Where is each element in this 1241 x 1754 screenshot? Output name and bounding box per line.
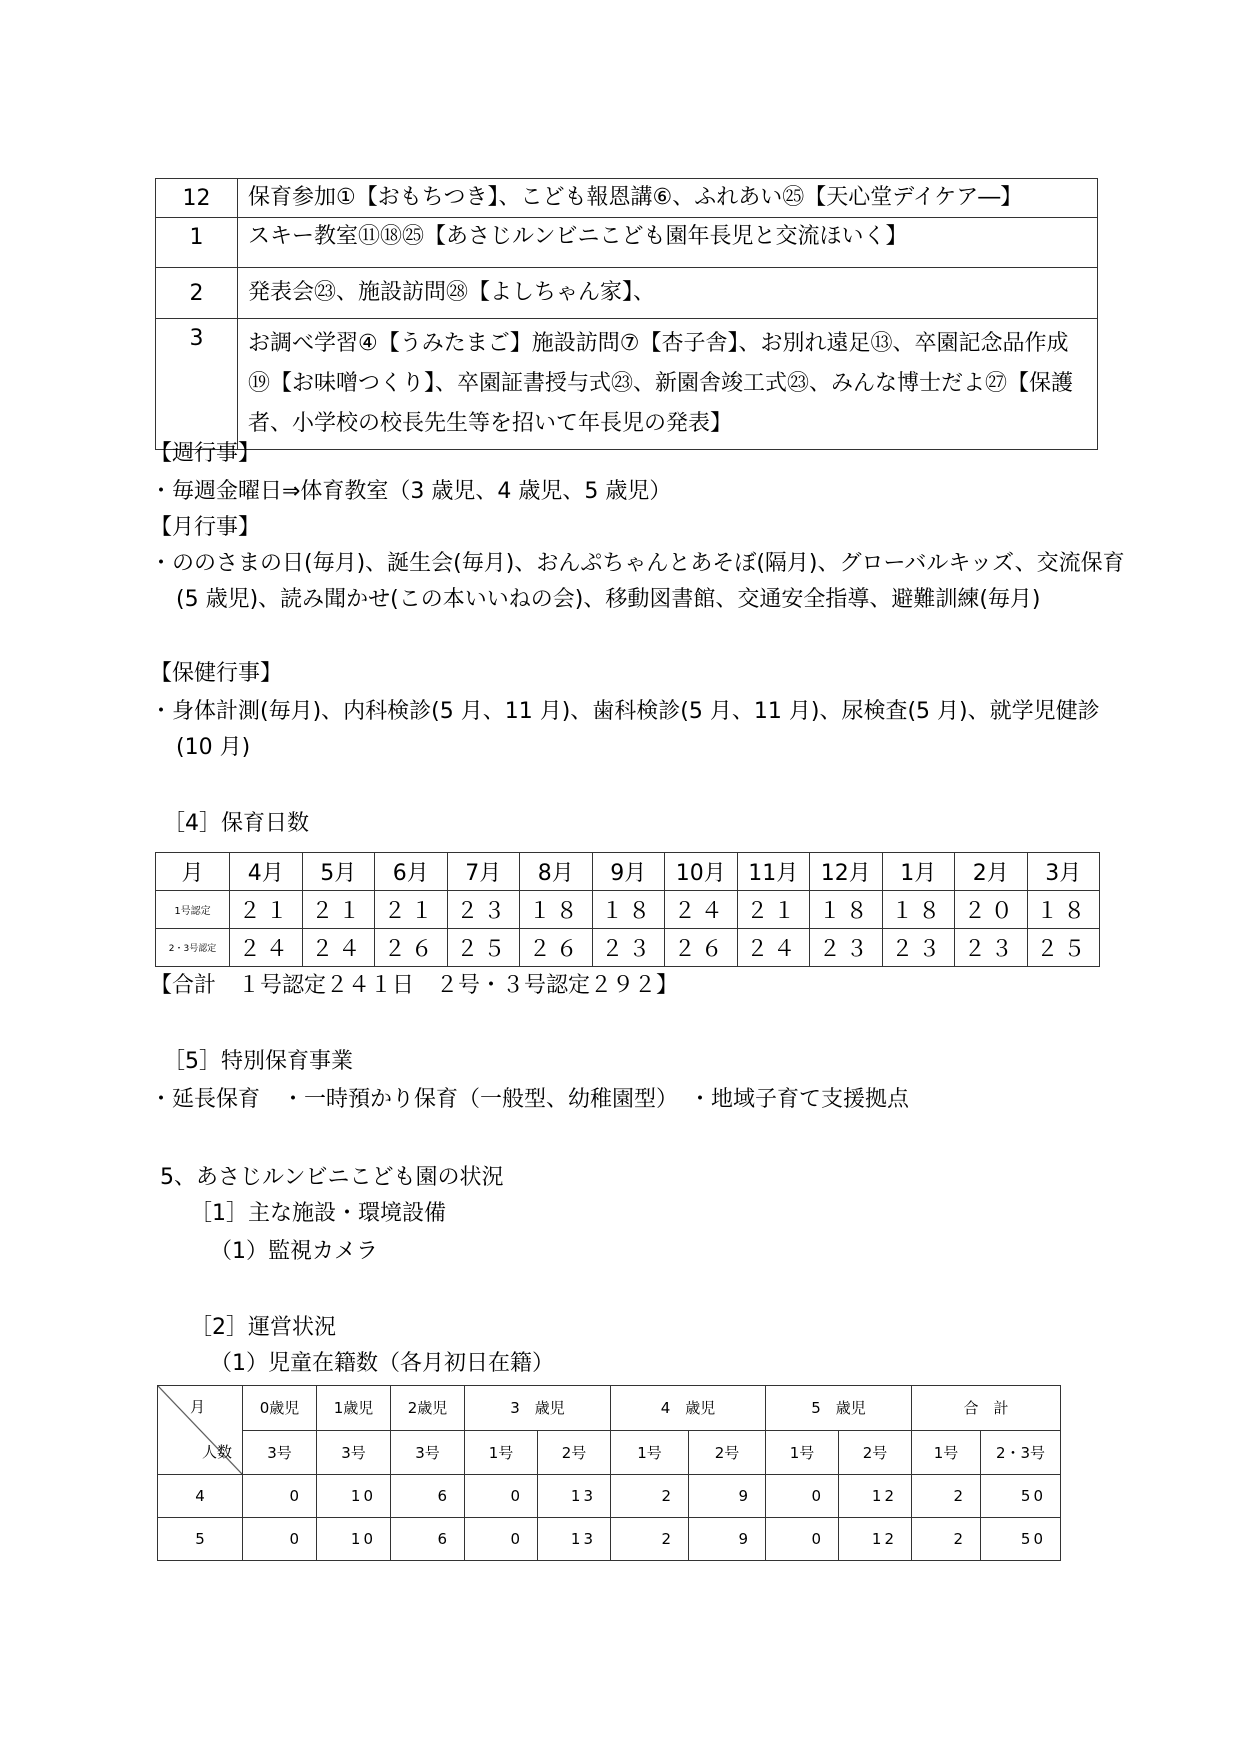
table-row — [156, 268, 1098, 319]
day-count: ２４ — [737, 929, 810, 967]
row-label: 2・3号認定 — [156, 929, 230, 967]
day-count: ２４ — [230, 929, 303, 967]
event-text: スキー教室⑪⑱㉕【あさじルンビニこども園年長児と交流ほいく】 — [238, 218, 1098, 268]
month-header: 6月 — [375, 853, 448, 891]
weekly-heading: 【週行事】 — [150, 441, 261, 466]
table-row — [156, 319, 1098, 450]
type-header: 2号 — [839, 1430, 912, 1475]
table-row — [156, 853, 1100, 891]
section5-sub2-item: （1）児童在籍数（各月初日在籍） — [210, 1351, 554, 1376]
type-header: 1号 — [611, 1430, 689, 1475]
month-header: 7月 — [447, 853, 520, 891]
table-row — [156, 179, 1098, 218]
month-header: 1月 — [882, 853, 955, 891]
day-count: １８ — [882, 891, 955, 929]
month-header: 3月 — [1027, 853, 1100, 891]
day-count: ２１ — [302, 891, 375, 929]
count-cell: 12 — [839, 1518, 912, 1561]
type-header: 3号 — [391, 1430, 465, 1475]
corner-top-label: 月 — [190, 1398, 206, 1416]
type-header: 2・3号 — [981, 1430, 1061, 1475]
count-cell: 10 — [317, 1475, 391, 1518]
type-header: 3号 — [243, 1430, 317, 1475]
events-table — [155, 178, 1098, 450]
day-count: ２４ — [302, 929, 375, 967]
count-cell: 13 — [538, 1518, 611, 1561]
type-header: 1号 — [766, 1430, 839, 1475]
age-header: 0歳児 — [243, 1386, 317, 1431]
weekly-text: ・毎週金曜日⇒体育教室（3 歳児、4 歳児、5 歳児） — [150, 479, 672, 504]
corner-bottom-label: 人数 — [201, 1443, 232, 1461]
month-header: 8月 — [520, 853, 593, 891]
table-row — [156, 929, 1100, 967]
days-total: 【合計 １号認定２４１日 ２号・３号認定２９２】 — [150, 973, 679, 998]
days-section-title: ［4］保育日数 — [163, 811, 309, 836]
health-heading: 【保健行事】 — [150, 661, 283, 686]
special-items: ・延長保育 ・一時預かり保育（一般型、幼稚園型） ・地域子育て支援拠点 — [150, 1087, 910, 1112]
day-count: ２３ — [882, 929, 955, 967]
count-cell: 9 — [689, 1518, 766, 1561]
day-count: ２６ — [375, 929, 448, 967]
month-header: 9月 — [592, 853, 665, 891]
count-cell: 2 — [912, 1518, 981, 1561]
count-cell: 0 — [465, 1475, 538, 1518]
event-text: お調べ学習④【うみたまご】施設訪問⑦【杏子舎】、お別れ遠足⑬、卒園記念品作成⑲【お味噌つくり】、卒園証書授与式㉓、新園舎竣工式㉓、みんな博士だよ㉗【保護者、小学校の校長先生等を招いて年長児の発表】 — [238, 319, 1098, 450]
event-month: 3 — [156, 319, 238, 450]
day-count: ２０ — [955, 891, 1028, 929]
day-count: ２６ — [520, 929, 593, 967]
count-cell: 0 — [243, 1518, 317, 1561]
event-month: 12 — [156, 179, 238, 218]
age-header: 2歳児 — [391, 1386, 465, 1431]
count-cell: 6 — [391, 1475, 465, 1518]
special-section-title: ［5］特別保育事業 — [163, 1049, 353, 1074]
count-cell: 10 — [317, 1518, 391, 1561]
section5-sub2: ［2］運営状況 — [190, 1315, 336, 1340]
monthly-heading: 【月行事】 — [150, 515, 261, 540]
table-row — [156, 891, 1100, 929]
table-row — [158, 1430, 1061, 1475]
type-header: 1号 — [912, 1430, 981, 1475]
count-cell: 50 — [981, 1518, 1061, 1561]
count-cell: 0 — [243, 1475, 317, 1518]
event-month: 2 — [156, 268, 238, 319]
enrollment-table — [157, 1385, 1061, 1561]
day-count: １８ — [810, 891, 883, 929]
day-count: ２１ — [230, 891, 303, 929]
day-count: ２３ — [447, 891, 520, 929]
count-cell: 0 — [766, 1518, 839, 1561]
row-month: 5 — [158, 1518, 243, 1561]
month-header: 4月 — [230, 853, 303, 891]
day-count: ２４ — [665, 891, 738, 929]
row-label: 1号認定 — [156, 891, 230, 929]
count-cell: 0 — [465, 1518, 538, 1561]
monthly-text: ・ののさまの日(毎月)、誕生会(毎月)、おんぷちゃんとあそぼ(隔月)、グローバルキッズ、交流保育(5 歳児)、読み聞かせ(この本いいねの会)、移動図書館、交通安全指導、避難訓練(毎月) — [150, 551, 1125, 612]
day-count: ２３ — [955, 929, 1028, 967]
count-cell: 2 — [912, 1475, 981, 1518]
type-header: 2号 — [689, 1430, 766, 1475]
day-count: ２１ — [375, 891, 448, 929]
age-header: 1歳児 — [317, 1386, 391, 1431]
section5-sub1: ［1］主な施設・環境設備 — [190, 1201, 446, 1226]
age-header: 合 計 — [912, 1386, 1061, 1431]
count-cell: 12 — [839, 1475, 912, 1518]
day-count: ２５ — [1027, 929, 1100, 967]
day-count: １８ — [520, 891, 593, 929]
row-month: 4 — [158, 1475, 243, 1518]
day-count: １８ — [1027, 891, 1100, 929]
event-month: 1 — [156, 218, 238, 268]
count-cell: 6 — [391, 1518, 465, 1561]
day-count: ２６ — [665, 929, 738, 967]
table-row — [156, 218, 1098, 268]
table-row — [158, 1386, 1061, 1431]
count-cell: 9 — [689, 1475, 766, 1518]
table-row — [158, 1518, 1061, 1561]
count-cell: 13 — [538, 1475, 611, 1518]
type-header: 2号 — [538, 1430, 611, 1475]
days-header-label: 月 — [156, 853, 230, 891]
month-header: 12月 — [810, 853, 883, 891]
day-count: ２３ — [592, 929, 665, 967]
month-header: 11月 — [737, 853, 810, 891]
section5-title: 5、あさじルンビニこども園の状況 — [160, 1165, 504, 1190]
day-count: ２５ — [447, 929, 520, 967]
diagonal-divider — [158, 1386, 242, 1474]
event-text: 保育参加①【おもちつき】、こども報恩講⑥、ふれあい㉕【天心堂デイケア―】 — [238, 179, 1098, 218]
count-cell: 50 — [981, 1475, 1061, 1518]
type-header: 3号 — [317, 1430, 391, 1475]
month-header: 10月 — [665, 853, 738, 891]
count-cell: 2 — [611, 1475, 689, 1518]
day-count: ２３ — [810, 929, 883, 967]
age-header: 5 歳児 — [766, 1386, 912, 1431]
table-row — [158, 1475, 1061, 1518]
corner-cell — [158, 1386, 243, 1475]
month-header: 2月 — [955, 853, 1028, 891]
event-text: 発表会㉓、施設訪問㉘【よしちゃん家】、 — [238, 268, 1098, 319]
month-header: 5月 — [302, 853, 375, 891]
age-header: 4 歳児 — [611, 1386, 766, 1431]
day-count: ２１ — [737, 891, 810, 929]
count-cell: 0 — [766, 1475, 839, 1518]
age-header: 3 歳児 — [465, 1386, 611, 1431]
count-cell: 2 — [611, 1518, 689, 1561]
day-count: １８ — [592, 891, 665, 929]
health-text: ・身体計測(毎月)、内科検診(5 月、11 月)、歯科検診(5 月、11 月)、尿検査(5 月)、就学児健診(10 月) — [150, 699, 1100, 760]
section5-sub1-item: （1）監視カメラ — [210, 1239, 378, 1264]
type-header: 1号 — [465, 1430, 538, 1475]
days-table — [155, 852, 1100, 967]
